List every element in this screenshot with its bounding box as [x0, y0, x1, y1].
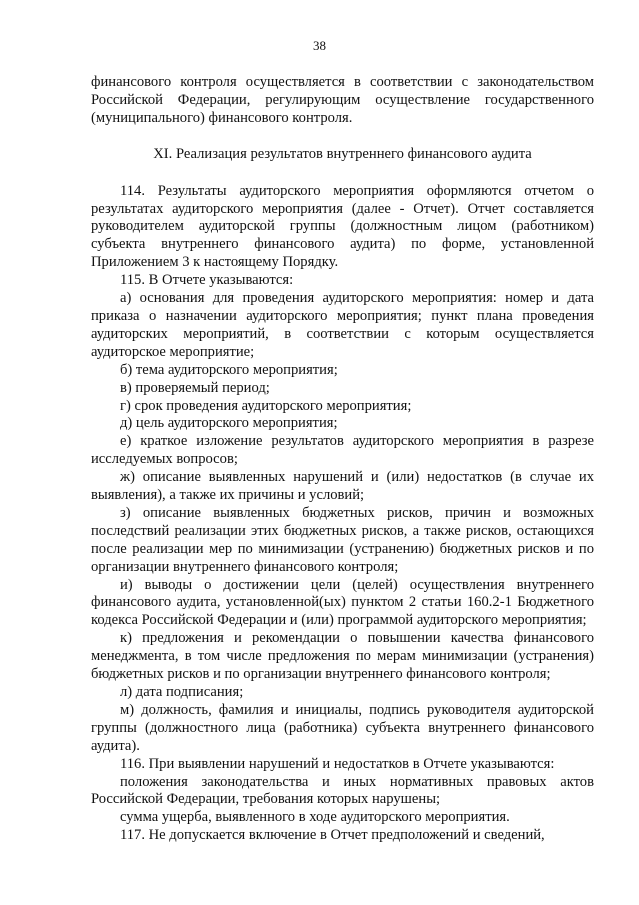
list-item-a: а) основания для проведения аудиторского мероприятия: номер и дата приказа о назначении аудиторского мероприятия; пункт плана проведения аудиторских мероприятий, в соответствии с которым осуществляется аудиторское мероприятие;	[91, 290, 594, 360]
list-item-e: е) краткое изложение результатов аудиторского мероприятия в разрезе исследуемых вопросов;	[91, 433, 594, 468]
paragraph-116-item-2: сумма ущерба, выявленного в ходе аудиторского мероприятия.	[120, 809, 510, 826]
section-title: XI. Реализация результатов внутреннего финансового аудита	[153, 145, 532, 162]
paragraph-117: 117. Не допускается включение в Отчет предположений и сведений,	[120, 827, 545, 844]
intro-paragraph: финансового контроля осуществляется в соответствии с законодательством Российской Федерации, регулирующим осуществление государственного (муниципального) финансового контроля.	[91, 74, 594, 126]
list-item-b: б) тема аудиторского мероприятия;	[120, 361, 338, 378]
list-item-d: д) цель аудиторского мероприятия;	[120, 415, 338, 432]
list-item-l: л) дата подписания;	[120, 684, 244, 700]
paragraph-116-item-1: положения законодательства и иных нормативных правовых актов Российской Федерации, требования которых нарушены;	[91, 773, 594, 808]
paragraph-116: 116. При выявлении нарушений и недостатков в Отчете указываются:	[120, 755, 555, 772]
list-item-i: и) выводы о достижении цели (целей) осуществления внутреннего финансового аудита, установленной(ых) пунктом 2 статьи 160.2-1 Бюджетного кодекса Российской Федерации и (или) программой аудиторского мероприятия;	[91, 576, 594, 629]
page-number: 38	[313, 38, 326, 53]
list-item-z: з) описание выявленных бюджетных рисков, причин и возможных последствий реализации этих бюджетных рисков, а также рисков, остающихся после реализации мер по минимизации (устранению) бюджетных рисков и по организации внутреннего финансового контроля;	[91, 504, 594, 575]
document-body	[91, 74, 594, 845]
list-item-v: в) проверяемый период;	[120, 379, 270, 396]
list-item-zh: ж) описание выявленных нарушений и (или) недостатков (в случае их выявления), а также их причины и условий;	[91, 469, 594, 504]
paragraph-115: 115. В Отчете указываются:	[120, 272, 294, 289]
paragraph-114: 114. Результаты аудиторского мероприятия оформляются отчетом о результатах аудиторского мероприятия (далее - Отчет). Отчет составляется руководителем аудиторской группы (должностным лицом (работником) субъекта внутреннего финансового аудита) по форме, установленной Приложением 3 к настоящему Порядку.	[91, 182, 594, 271]
list-item-k: к) предложения и рекомендации о повышении качества финансового менеджмента, в том числе предложения по мерам минимизации (устранения) бюджетных рисков и по организации внутреннего финансового контроля;	[91, 630, 594, 683]
list-item-g: г) срок проведения аудиторского мероприятия;	[120, 397, 412, 414]
list-item-m: м) должность, фамилия и инициалы, подпись руководителя аудиторской группы (должностного лица (работника) субъекта внутреннего финансового аудита).	[91, 701, 594, 754]
